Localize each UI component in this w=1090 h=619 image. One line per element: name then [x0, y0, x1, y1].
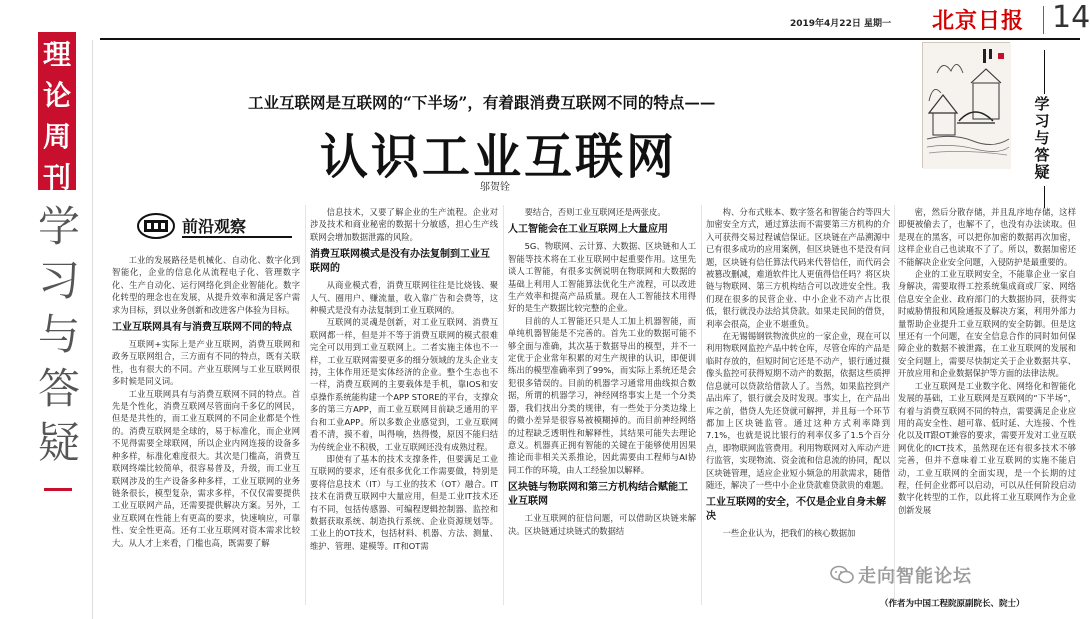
wechat-watermark: [830, 564, 972, 586]
column-divider: [503, 205, 504, 605]
section-heading: 人工智能会在工业互联网上大量应用: [508, 224, 668, 236]
section-label-char: 理: [42, 38, 71, 71]
right-column-rule-bottom: [1044, 186, 1045, 208]
subcolumn-badge: [136, 210, 294, 240]
paragraph: 目前的人工智能还只是人工加上机器智能，而单纯机器智能是不完善的。首先工业的数据可能不够全面与准确，其次基于数据导出的模型，并不一定优于企业常年积累的对生产规律的认识，即便训练出的模型准确率到了99%，而实际上系统还是会犯很多错误的。目前的机器学习通常用曲线拟合数据，所谓的机器学习，神经网络事实上是一个分类器，我们找出分类的规律，有一些处于分类边缘上的微小差异是很容易被模糊掉的。而目前神经网络的过程缺乏透明性和解释性，其结果可能失去理论意义。机器真正拥有智能的关键在于能够使用因果推论而非相关关系推论，因此需要由工程师与AI协同工作的环境，由人工经验加以解释。: [508, 315, 696, 475]
column-name-char: 答: [37, 364, 80, 413]
column-name-char: 疑: [37, 418, 80, 467]
left-divider: [92, 40, 93, 619]
paragraph: 工业互联网具有与消费互联网不同的特点。首先是个性化，消费互联网尽管面向千多亿的网民，但是是共性的，而工业互联网的不同企业都是个性的。消费互联网是全球的，易于标准化，而企业网不见得需要全球联网，所以企业内网连接的设备多种多样，标准化难度很大。其次是门槛高，消费互联网终端比较简单，很容易普及，升级，而工业互联网涉及的生产设备多种多样，工业互联网的业务链条很长，模型复杂，需求多样，不仅仅需要提供工业互联网产品，还需要提供解决方案。另外，工业互联网在性能上有更高的要求，快速响应，可靠性、安全性更高。还有工业互联网对资本需求比较大。从人才上来看，门槛也高，既需要了解: [112, 388, 300, 548]
article-column-3: [508, 206, 696, 600]
sketch-drawing: [923, 43, 1011, 169]
paragraph: 企业的工业互联网安全，不能靠企业一家自身解决，需要取得工控系统集成商或厂家、网络信息安全企业、政府部门的大数据协同，获得实时威胁情报和风险通报及解决方案，利用外部力量帮助企业提升工业互联网的安全防御。但是这里还有一个问题，在安全信息合作的同时如何保障企业的数据不被泄露，在工业互联网的发展和安全问题上，需要尽快制定关于企业数据共享、开放应用和企业数据保护等方面的法律法规。: [898, 269, 1076, 379]
right-column-name-char: 与: [1034, 129, 1050, 147]
paragraph: 在无锡锡钢铁物流供应的一家企业，现在可以利用物联网监控产品中转仓库，尽管仓库的产品是临时存放的，但短时间它还是不动产，银行通过摄像头监控可获得短期不动产的数据，依据这些质押信息就可以贷款给借款人了。当然，如果监控到产品出库了，银行就会及时发现。事实上，在产品出库之前，借贷人先还贷就可解押，并且每一个环节都加上区块链监管。通过这种方式利率降到7.1%，也就是说比银行的利率仅多了1.5个百分点，即物联网监管费用。利用物联网对入库动产进行监管，实现物流、资金流和信息流的协同，配以区块链管理，适应企业短小频急的用款需求，随借随还，解决了一些中小企业贷款难贷款贵的难题。: [706, 331, 890, 490]
section-label-char: 论: [42, 79, 71, 112]
paragraph: 互联网的灵魂是创新，对工业互联网、消费互联网都一样，但是并不等于消费互联网的模式很难完全可以用到工业互联网上。二者实施主体也不一样，工业互联网需要更多的细分领域的龙头企业支持，主体作用还是实体经济的企业。整个生态也不一样，消费互联网的主要载体是手机，靠IOS和安卓操作系统能构建一个APP STORE的平台，支撑众多的第三方APP，而工业互联网目前缺乏通用的平台和工业APP。所以多数企业感觉到，工业互联网看不清，摸不着，叫得响，热得慢，原因不能归结为传统企业不积极，工业互联网还没有成熟过程。: [310, 317, 498, 452]
column-name-char: 与: [37, 310, 80, 359]
subcolumn-underline: [182, 236, 292, 238]
red-accent-rule: [44, 488, 72, 491]
paragraph: 要结合，否则工业互联网还是两张皮。: [524, 207, 666, 217]
column-divider: [305, 205, 306, 605]
page-number: 14: [1052, 0, 1090, 35]
wechat-icon: [830, 565, 854, 585]
article-column-1: [112, 254, 300, 600]
issue-date: 2019年4月22日 星期一: [790, 19, 891, 29]
right-column-name-char: 疑: [1034, 163, 1050, 181]
column-name-vertical: [34, 200, 84, 470]
paragraph: 工业的发展路径是机械化、自动化、数字化到智能化，企业的信息化从流程电子化、管理数字化、生产自动化、运行网络化到企业智能化。数字化转型的理念也在发展，从提升效率和满足客户需求为目标，到以业务创新和改进客户体验为目标。: [112, 255, 300, 315]
paragraph: 5G、物联网、云计算、大数据、区块链和人工智能等技术将在工业互联网中起重要作用。这里先谈人工智能，有很多实例说明在物联网和大数据的基础上利用人工智能算法优化生产流程，可以改进生产效率和提高产品质量。现在人工智能技术用得好的是生产数据比较完整的企业。: [508, 241, 696, 314]
paragraph: 构、分布式账本、数字签名和智能合约等四大加密安全方式，通过算法而不需要第三方机构的介入可获得交易过程诚信保证。区块链在产品溯源中已有很多成功的应用案例，但区块链也不是没有问题，区块链有信任算法代码来代替信任，而代码会被篡改删减，难道软件比人更值得信任吗？将区块链与物联网、第三方机构结合可以改进安全性。我们现在很多的民营企业、中小企业不动产占比很低，银行就没办法给其贷款。如果走民间的借贷，利率会很高，企业不堪重负。: [706, 207, 890, 329]
article-column-4: [706, 206, 890, 600]
column-name-char: 习: [37, 256, 80, 305]
author-credit: （作者为中国工程院原副院长、院士）: [880, 599, 1025, 609]
column-divider: [701, 205, 702, 605]
section-heading: 工业互联网的安全，不仅是企业自身未解决: [706, 497, 886, 523]
right-column-name-vertical: [1032, 96, 1052, 181]
paragraph: 工业互联网是工业数字化、网络化和智能化发展的基础，工业互联网是互联网的“下半场”，有着与消费互联网不同的特点，需要满足企业应用的高安全性、超可靠、低时延、大连接、个性化以及IT跟OT兼容的要求，需要开发对工业互联网优化的ICT技术，虽然现在还有很多技术不够完善，但并不意味着工业互联网的实施不能启动，工业互联网的全面实现，是一个长期的过程，任何企业都可以启动，可以从任何阶段启动数字化转型的工作，以此将工业互联网作为企业创新发展: [898, 380, 1076, 515]
section-heading: 工业互联网具有与消费互联网不同的特点: [112, 322, 292, 334]
section-heading: 消费互联网模式是没有办法复制到工业互联网的: [310, 249, 490, 275]
paragraph: 互联网+实际上是产业互联网，消费互联网和政务互联网组合，三方面有不同的特点，既有关联性，也有很大的不同。产业互联网与工业互联网很多时候是同义词。: [112, 339, 300, 387]
section-label-char: 刊: [42, 161, 71, 194]
subcolumn-logo-icon: [136, 212, 176, 240]
article-column-2: [310, 206, 498, 600]
section-label-box: [38, 32, 76, 194]
watermark-text: 走向智能论坛: [858, 566, 972, 587]
masthead-rule: [100, 38, 1080, 40]
paragraph: 密，然后分散存储，并且乱序地存储，这样即便被偷去了，也解不了，也没有办法读取。但是现在的黑客，可以把你加密的数据再次加密，这样企业自己也读取不了了。所以，数据加密还不能解决企业安全问题，入侵防护是最重要的。: [898, 207, 1076, 267]
paragraph: 信息技术，又要了解企业的生产流程。企业对涉及技术和商业秘密的数据十分敏感，担心生产线联网会增加数据泄露的风险。: [310, 207, 498, 242]
paragraph: 一些企业认为，把我们的核心数据加: [722, 528, 856, 539]
article-byline: 邬贺铨: [480, 182, 510, 193]
masthead-separator: [1043, 6, 1044, 34]
paper-name: 北京日报: [932, 8, 1025, 34]
paragraph: 从商业模式看，消费互联网往往是比烧钱、聚人气、圈用户、赚流量，收入靠广告和会费等，这种模式是没有办法复制到工业互联网的。: [310, 280, 498, 316]
right-column-name-char: 学: [1034, 95, 1050, 113]
article-column-5: [898, 206, 1076, 562]
paragraph: 即使有了基本的技术支撑条件，但要满足工业互联网的要求，还有很多优化工作需要做，特别是要将信息技术（IT）与工业的技术（OT）融合。IT技术在消费互联网中大量应用，但是工业IT技术还有不同，包括传感器、可编程逻辑控制器、监控和数据获取系统、制造执行系统、企业资源规划等。工业上的OT技术，包括材料、机器、方法、测量、维护、管理、建模等。IT和OT需: [310, 453, 498, 551]
ink-sketch-illustration: [922, 42, 1010, 168]
masthead: [30, 0, 1090, 40]
article-kicker: 工业互联网是互联网的“下半场”，有着跟消费互联网不同的特点——: [248, 93, 716, 112]
column-name-char: 学: [37, 202, 80, 251]
section-heading: 区块链与物联网和第三方机构结合赋能工业互联网: [508, 482, 688, 508]
right-column-rule-top: [1044, 50, 1045, 94]
right-column-name-char: 答: [1034, 146, 1050, 164]
right-column-name-char: 习: [1034, 112, 1050, 130]
section-label-char: 周: [42, 120, 71, 153]
column-divider: [894, 205, 895, 605]
subcolumn-title: 前沿观察: [182, 217, 247, 236]
paragraph: 工业互联网的征信问题，可以借助区块链来解决。区块链通过块链式的数据结: [508, 513, 696, 536]
article-headline: 认识工业互联网: [320, 129, 678, 185]
